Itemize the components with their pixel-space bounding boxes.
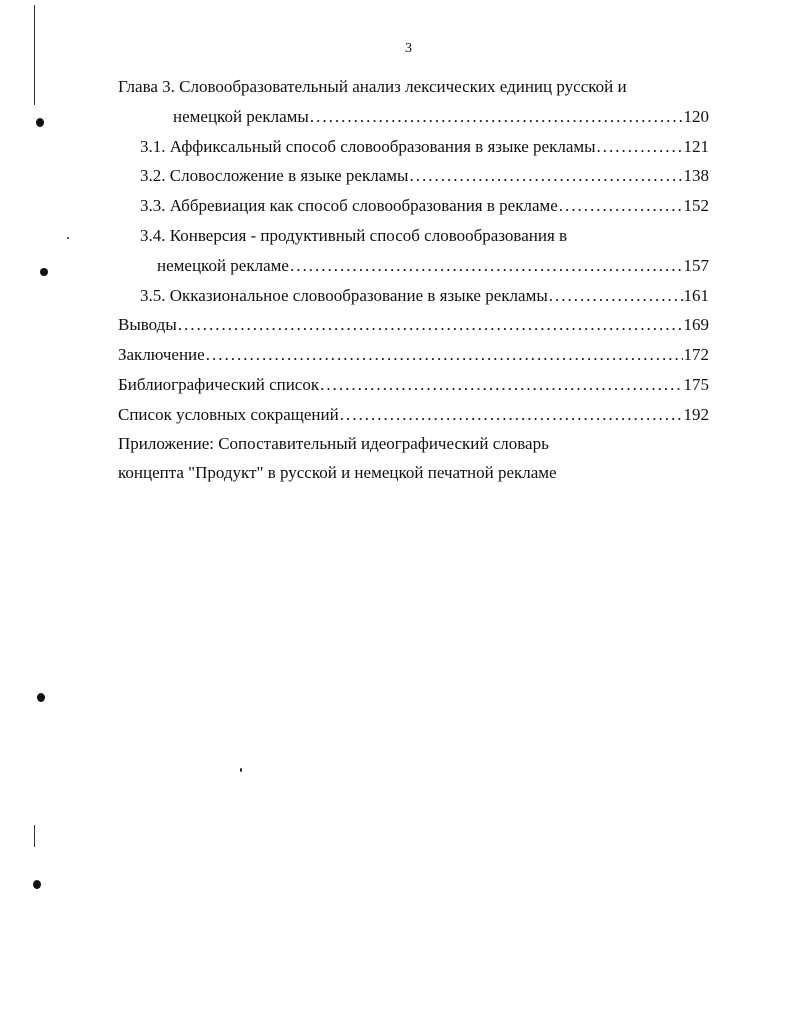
toc-entry-label: Заключение [118,345,205,364]
toc-chapter-title: Глава 3. Словообразовательный анализ лексических единиц русской и [118,77,627,96]
toc-section-3-3[interactable] [140,195,709,217]
toc-entry-page: 157 [683,256,709,275]
toc-section-3-1[interactable] [140,136,709,158]
toc-entry-label: немецкой рекламы [173,107,309,126]
toc-appendix-title: Приложение: Сопоставительный идеографический словарь [118,434,549,453]
toc-entry-label: 3.5. Окказиональное словообразование в языке рекламы [140,286,548,305]
toc-section-3-5[interactable] [140,285,709,307]
toc-bibliography[interactable] [118,374,709,396]
toc-entry-label: 3.1. Аффиксальный способ словообразования в языке рекламы [140,137,596,156]
dot-leader [409,165,682,187]
dot-leader [290,255,683,277]
toc-section-3-4-title: 3.4. Конверсия - продуктивный способ словообразования в [140,226,568,245]
toc-entry-page: 192 [683,405,709,424]
toc-conclusions[interactable] [118,314,709,336]
toc-section-3-4-continuation[interactable] [157,255,709,277]
toc-entry-page: 172 [683,345,709,364]
dot-leader [320,374,682,396]
dot-leader [178,314,683,336]
toc-entry-page: 169 [683,315,709,334]
toc-appendix-continuation: концепта "Продукт" в русской и немецкой печатной рекламе [118,463,557,482]
toc-entry-page: 138 [683,166,709,185]
dot-leader [340,404,683,426]
toc-entry-label: Библиографический список [118,375,320,394]
toc-entry-label: Выводы [118,315,177,334]
toc-entry-label: 3.3. Аббревиация как способ словообразования в рекламе [140,196,558,215]
toc-abbreviations[interactable] [118,404,709,426]
toc-entry-page: 121 [683,137,709,156]
toc-entry-page: 152 [683,196,709,215]
dot-leader [549,285,683,307]
toc-entry-label: немецкой рекламе [157,256,289,275]
dot-leader [310,106,683,128]
toc-section-3-2[interactable] [140,165,709,187]
toc-entry-page: 175 [683,375,709,394]
dot-leader [597,136,683,158]
dot-leader [206,344,683,366]
toc-chapter-continuation[interactable] [173,106,709,128]
toc-entry-page: 120 [683,107,709,126]
dot-leader [559,195,683,217]
toc-entry-page: 161 [683,286,709,305]
toc-entry-label: 3.2. Словосложение в языке рекламы [140,166,409,185]
toc-entry-label: Список условных сокращений [118,405,339,424]
toc-final-conclusion[interactable] [118,344,709,366]
page-number: 3 [405,41,412,56]
